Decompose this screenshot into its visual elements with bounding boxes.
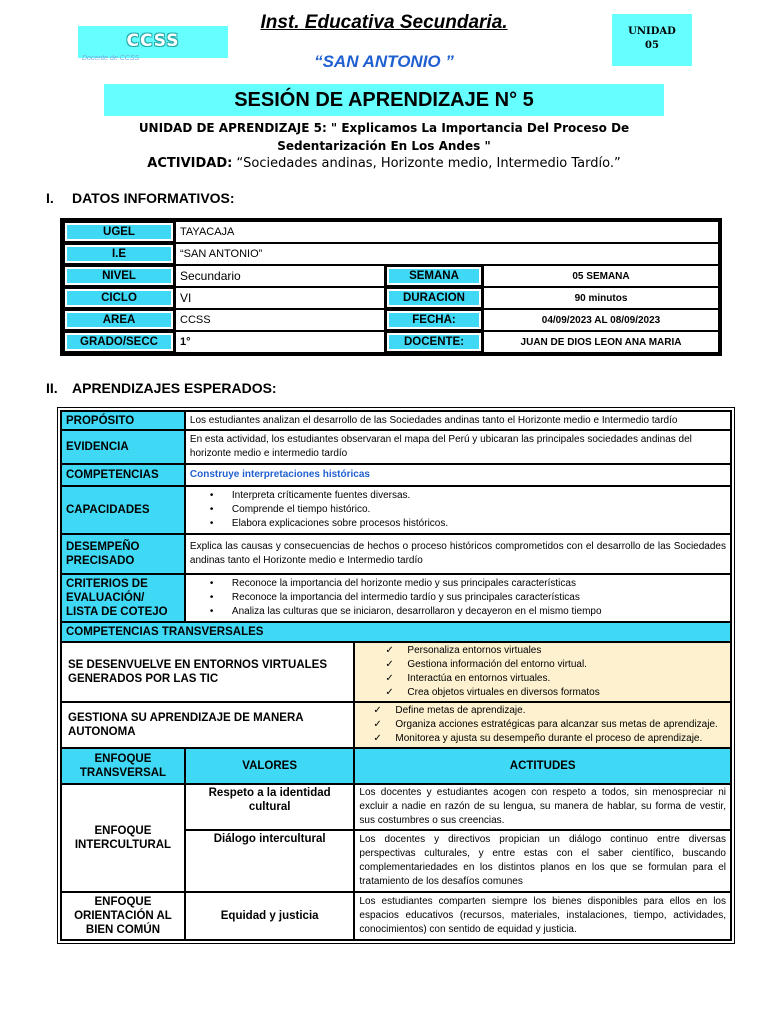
table-row [61, 784, 731, 830]
valor-dialogo: Diálogo intercultural [185, 830, 355, 892]
ccss-logo-text: CCSS [126, 31, 180, 51]
list-item: ✓ Gestiona información del entorno virtual. [385, 658, 726, 672]
list-item: • Analiza las culturas que se iniciaron, desarrollaron y decayeron en el mismo tiempo [210, 605, 726, 619]
proposito-label: PROPÓSITO [61, 411, 185, 430]
docente-value: JUAN DE DIOS LEON ANA MARIA [483, 331, 719, 353]
ie-label: I.E [63, 243, 175, 265]
activity-line [60, 156, 708, 171]
nivel-label: NIVEL [63, 265, 175, 287]
criterios-list [190, 577, 726, 619]
section-datos-number: I. [46, 190, 54, 206]
activity-text: “Sociedades andinas, Horizonte medio, Intermedio Tardío.” [232, 156, 621, 171]
gestiona-list [359, 704, 726, 746]
ccss-logo-subtext: Docente de CCSS [82, 55, 140, 62]
section-datos-title: DATOS INFORMATIVOS: [72, 190, 235, 206]
duracion-label: DURACION [385, 287, 483, 309]
enfoque-header: ENFOQUE TRANSVERSAL [61, 748, 185, 784]
list-item: • Interpreta críticamente fuentes diversas. [210, 489, 726, 503]
table-row [63, 221, 719, 243]
school-name-text: “SAN ANTONIO ” [314, 52, 454, 71]
capacidades-list [190, 489, 726, 531]
school-title: Inst. Educativa Secundaria. [260, 12, 508, 33]
actitud-respeto: Los docentes y estudiantes acogen con respeto a todos, sin menospreciar ni excluir a nadie en razón de su lengua, su manera de hablar, su forma de vestir, sus costumbres o sus creencias. [354, 784, 731, 830]
list-item: ✓ Organiza acciones estratégicas para alcanzar sus metas de aprendizaje. [373, 718, 726, 732]
tic-label: SE DESENVUELVE EN ENTORNOS VIRTUALES GENERADOS POR LAS TIC [61, 642, 354, 702]
section-aprendizajes-heading [46, 380, 277, 396]
valor-respeto: Respeto a la identidad cultural [185, 784, 355, 830]
duracion-value: 90 minutos [483, 287, 719, 309]
valor-equidad: Equidad y justicia [185, 892, 355, 940]
fecha-label: FECHA: [385, 309, 483, 331]
list-item: • Comprende el tiempo histórico. [210, 503, 726, 517]
docente-label: DOCENTE: [385, 331, 483, 353]
table-row [61, 430, 731, 464]
competencias-label: COMPETENCIAS [61, 464, 185, 486]
grado-value: 1° [175, 331, 385, 353]
table-row [61, 464, 731, 486]
capacidades-label: CAPACIDADES [61, 486, 185, 534]
competencias-text: Construye interpretaciones históricas [185, 464, 731, 486]
desempeno-text: Explica las causas y consecuencias de hechos o proceso históricos comprometidos con el desarrollo de las Sociedades andinas tanto el Horizonte medio e Intermedio tardío [185, 534, 731, 574]
criterios-label: CRITERIOS DE EVALUACIÓN/ LISTA DE COTEJO [61, 574, 185, 622]
unit-title [120, 119, 648, 155]
table-row [61, 622, 731, 642]
unidad-number: 05 [645, 40, 659, 51]
table-row [63, 287, 719, 309]
aprendizajes-table [60, 410, 732, 941]
session-title: SESIÓN DE APRENDIZAJE N° 5 [104, 84, 664, 116]
criterios-list-cell [185, 574, 731, 622]
semana-label: SEMANA [385, 265, 483, 287]
valores-header: VALORES [185, 748, 355, 784]
datos-table [60, 218, 722, 356]
table-row [61, 642, 731, 702]
ciclo-value: VI [175, 287, 385, 309]
table-row [61, 574, 731, 622]
unidad-label: UNIDAD [628, 26, 676, 37]
section-aprendizajes-number: II. [46, 380, 58, 396]
list-item: ✓ Crea objetos virtuales en diversos formatos [385, 686, 726, 700]
table-row [61, 892, 731, 940]
tic-list [359, 644, 726, 700]
transversales-label: COMPETENCIAS TRANSVERSALES [61, 622, 731, 642]
actitud-equidad: Los estudiantes comparten siempre los bienes disponibles para ellos en los espacios educativos (recursos, materiales, instalaciones, tiempo, actividades, conocimientos) con sentido de equidad y justicia. [354, 892, 731, 940]
ugel-label: UGEL [63, 221, 175, 243]
table-row [61, 486, 731, 534]
table-row [63, 243, 719, 265]
capacidades-list-cell [185, 486, 731, 534]
actitud-dialogo: Los docentes y directivos propician un diálogo continuo entre diversas perspectivas culturales, y entre estas con el saber científico, buscando complementariedades en los distintos planos en los que se formulan para el tratamiento de los desafíos comunes [354, 830, 731, 892]
unit-title-line-1: UNIDAD DE APRENDIZAJE 5: " Explicamos La Importancia Del Proceso De [138, 121, 630, 135]
nivel-value: Secundario [175, 265, 385, 287]
section-datos-heading [46, 190, 235, 206]
desempeno-label: DESEMPEÑO PRECISADO [61, 534, 185, 574]
activity-label: ACTIVIDAD: [147, 156, 233, 171]
ie-value: “SAN ANTONIO” [175, 243, 719, 265]
actitudes-header: ACTITUDES [354, 748, 731, 784]
list-item: • Elabora explicaciones sobre procesos históricos. [210, 517, 726, 531]
table-row [63, 309, 719, 331]
bien-comun-label: ENFOQUE ORIENTACIÓN AL BIEN COMÚN [61, 892, 185, 940]
ugel-value: TAYACAJA [175, 221, 719, 243]
evidencia-label: EVIDENCIA [61, 430, 185, 464]
area-label: AREA [63, 309, 175, 331]
gestiona-list-cell [354, 702, 731, 748]
tic-list-cell [354, 642, 731, 702]
evidencia-text: En esta actividad, los estudiantes observaran el mapa del Perú y ubicaran las principales sociedades andinas del horizonte medio e intermedio tardío [185, 430, 731, 464]
list-item: ✓ Monitorea y ajusta su desempeño durante el proceso de aprendizaje. [373, 732, 726, 746]
section-aprendizajes-title: APRENDIZAJES ESPERADOS: [72, 380, 277, 396]
list-item: ✓ Personaliza entornos virtuales [385, 644, 726, 658]
list-item: • Reconoce la importancia del intermedio tardío y sus principales características [210, 591, 726, 605]
table-row [61, 411, 731, 430]
list-item: ✓ Define metas de aprendizaje. [373, 704, 726, 718]
intercultural-label: ENFOQUE INTERCULTURAL [61, 784, 185, 892]
table-row [63, 265, 719, 287]
table-row [61, 534, 731, 574]
unit-title-line-2: Sedentarización En Los Andes " [277, 139, 491, 153]
gestiona-label: GESTIONA SU APRENDIZAJE DE MANERA AUTONOMA [61, 702, 354, 748]
table-row [61, 702, 731, 748]
proposito-text: Los estudiantes analizan el desarrollo de las Sociedades andinas tanto el Horizonte medio e Intermedio tardío [185, 411, 731, 430]
fecha-value: 04/09/2023 AL 08/09/2023 [483, 309, 719, 331]
list-item: • Reconoce la importancia del horizonte medio y sus principales características [210, 577, 726, 591]
ciclo-label: CICLO [63, 287, 175, 309]
table-row [63, 331, 719, 353]
unidad-badge [612, 14, 692, 66]
area-value: CCSS [175, 309, 385, 331]
grado-label: GRADO/SECC [63, 331, 175, 353]
table-row [61, 748, 731, 784]
list-item: ✓ Interactúa en entornos virtuales. [385, 672, 726, 686]
semana-value: 05 SEMANA [483, 265, 719, 287]
